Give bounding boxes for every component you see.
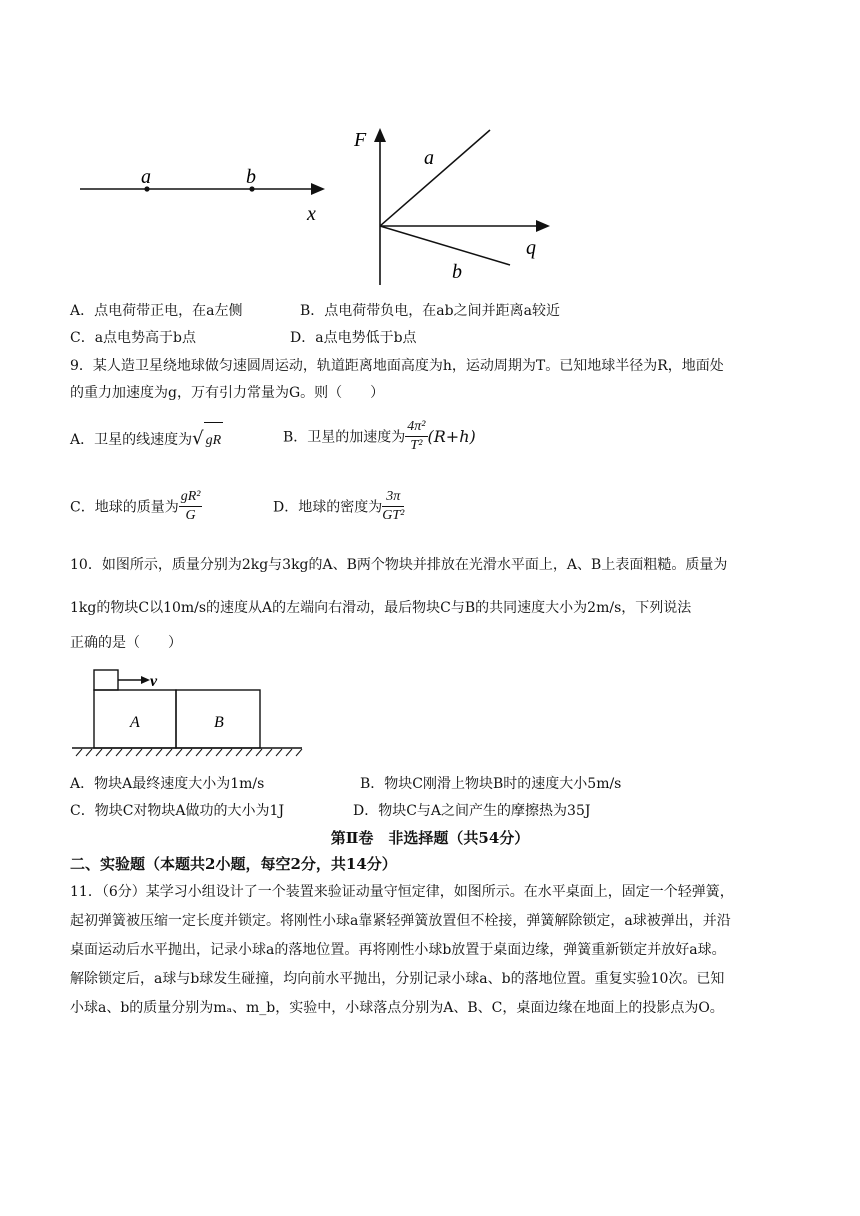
q9-option-a-expr: gR — [204, 422, 224, 459]
q9-option-d — [273, 488, 404, 525]
q9-option-b-numerator: 4π² — [405, 418, 427, 437]
q9-stem-line1: 9．某人造卫星绕地球做匀速圆周运动，轨道距离地面高度为h，运动周期为T。已知地球半径为R，地面处 — [70, 358, 724, 374]
velocity-label: v — [150, 673, 158, 690]
q9-option-c-text: C．地球的质量为 — [70, 499, 179, 516]
section-title: 第Ⅱ卷 非选择题（共54分） — [330, 829, 530, 847]
q9-stem-line2: 的重力加速度为g，万有引力常量为G。则（ ） — [70, 385, 385, 401]
point-a-label: a — [141, 166, 151, 188]
section-heading: 二、实验题（本题共2小题，每空2分，共14分） — [70, 855, 397, 873]
q10-blocks-figure — [68, 662, 308, 762]
q10-stem-line2: 1kg的物块C以10m/s的速度从A的左端向右滑动，最后物块C与B的共同速度大小为2m/s，下列说法 — [70, 600, 692, 616]
q11-line3: 桌面运动后水平抛出，记录小球a的落地位置。再将刚性小球b放置于桌面边缘，弹簧重新锁定并放好a球。 — [70, 942, 726, 958]
q10-option-a: A．物块A最终速度大小为1m/s — [70, 776, 265, 792]
q9-option-c — [70, 488, 202, 525]
q9-option-b-denominator: T² — [410, 438, 423, 453]
q9-option-a: A．卫星的线速度为√ gR — [70, 421, 223, 459]
q9-option-c-denominator: G — [185, 508, 196, 523]
x-axis-label: x — [307, 203, 316, 225]
q9-option-d-numerator: 3π — [382, 488, 404, 507]
fig8-F-q-graph — [340, 120, 560, 290]
q9-option-d-text: D．地球的密度为 — [273, 499, 383, 516]
fig8-number-line — [75, 160, 335, 230]
F-axis-label: F — [354, 129, 367, 151]
q8-option-c: C．a点电势高于b点 — [70, 330, 197, 346]
q8-option-a: A．点电荷带正电，在a左侧 — [70, 303, 243, 319]
q11-line2: 起初弹簧被压缩一定长度并锁定。将刚性小球a靠紧轻弹簧放置但不栓接，弹簧解除锁定，a球被弹出，并沿 — [70, 913, 731, 929]
q9-option-b — [283, 418, 476, 455]
q11-line5: 小球a、b的质量分别为mₐ、m_b，实验中，小球落点分别为A、B、C，桌面边缘在地面上的投影点为O。 — [70, 1000, 724, 1016]
block-A-label: A — [130, 714, 140, 731]
q9-option-b-text: B．卫星的加速度为 — [283, 429, 406, 446]
q9-option-c-numerator: gR² — [179, 488, 203, 507]
q11-line1: 11．（6分）某学习小组设计了一个装置来验证动量守恒定律，如图所示。在水平桌面上，固定一个轻弹簧， — [70, 884, 734, 900]
q9-option-b-tail: (R+h) — [427, 427, 476, 446]
line-b-label: b — [452, 261, 462, 283]
q8-option-d: D．a点电势低于b点 — [290, 330, 417, 346]
q9-option-a-text: A．卫星的线速度为 — [70, 432, 193, 448]
q11-line4: 解除锁定后，a球与b球发生碰撞，均向前水平抛出，分别记录小球a、b的落地位置。重复实验10次。已知 — [70, 971, 725, 987]
q9-option-d-denominator: GT² — [382, 508, 405, 523]
point-b-label: b — [246, 166, 256, 188]
q10-stem-line1: 10．如图所示，质量分别为2kg与3kg的A、B两个物块并排放在光滑水平面上，A、B上表面粗糙。质量为 — [70, 557, 728, 573]
q8-option-b: B．点电荷带负电，在ab之间并距离a较近 — [300, 303, 560, 319]
q10-option-d: D．物块C与A之间产生的摩擦热为35J — [353, 803, 591, 819]
q10-option-c: C．物块C对物块A做功的大小为1J — [70, 803, 285, 819]
q-axis-label: q — [526, 237, 536, 259]
q10-stem-line3: 正确的是（ ） — [70, 635, 182, 651]
block-B-label: B — [214, 714, 224, 731]
q10-option-b: B．物块C刚滑上物块B时的速度大小5m/s — [360, 776, 622, 792]
line-a-label: a — [424, 147, 434, 169]
